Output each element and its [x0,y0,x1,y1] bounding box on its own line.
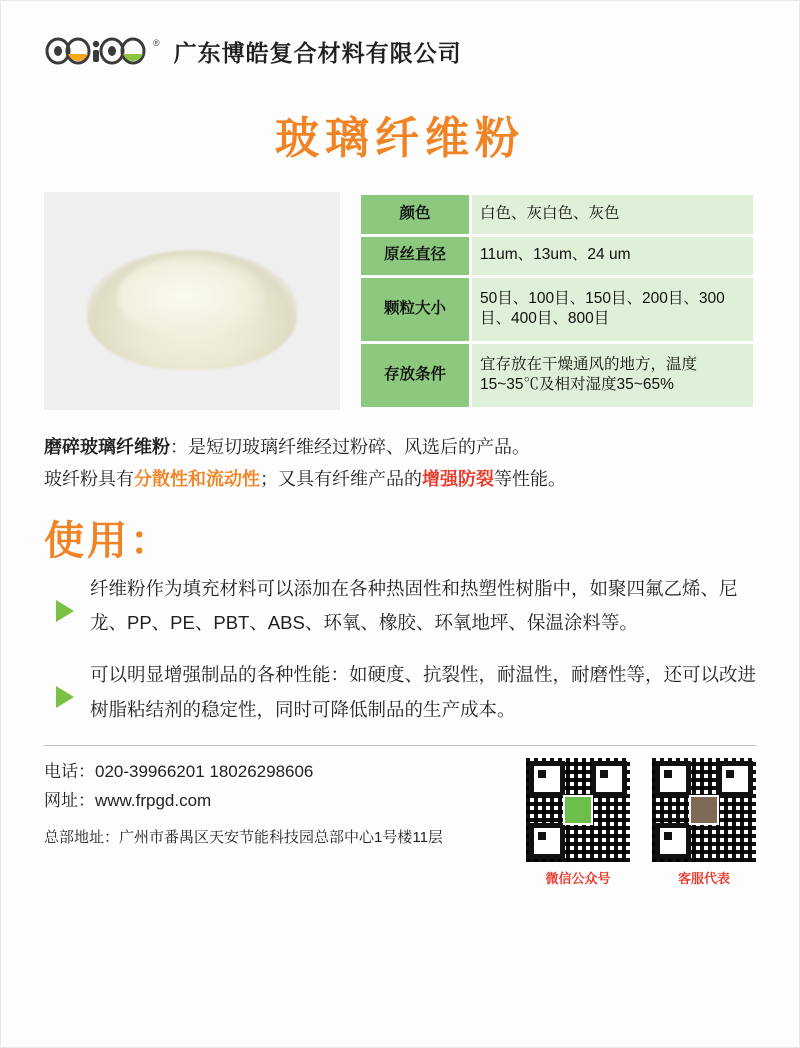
qr-finder-icon [591,761,627,797]
qr-caption: 客服代表 [677,870,730,886]
triangle-bullet-icon [56,600,74,622]
triangle-bullet-icon [56,686,74,708]
usage-text: 可以明显增强制品的各种性能：如硬度、抗裂性，耐温性，耐磨性等，还可以改进树脂粘结剂的稳定性，同时可降低制品的生产成本。 [90,664,757,720]
qr-code-icon[interactable] [526,758,630,862]
qr-wechat-official [526,758,630,887]
description-text-b: ；又具有纤维产品的 [260,468,422,489]
description-text-a: 玻纤粉具有 [44,468,134,489]
usage-list [44,572,756,727]
qr-center-logo-icon [563,795,593,825]
spec-value: 白色、灰白色、灰色 [472,195,753,234]
header [0,0,800,68]
table-row [361,195,753,234]
table-row [361,237,753,276]
description-text: ：是短切玻璃纤维经过粉碎、风选后的产品。 [170,437,530,457]
description-term: 磨碎玻璃纤维粉 [44,437,170,457]
spec-table [358,192,756,410]
qr-center-avatar-icon [689,795,719,825]
highlight-dispersion: 分散性和流动性 [134,468,260,489]
spec-value: 宜存放在干燥通风的地方，温度15~35℃及相对湿度35~65% [472,344,753,407]
phone-line: 电话：020-39966201 18026298606 [44,761,314,781]
usage-heading: 使用： [44,519,173,563]
spec-value: 50目、100目、150目、200目、300目、400目、800目 [472,278,753,341]
qr-finder-icon [717,761,753,797]
qr-finder-icon [529,823,565,859]
bohao-logo-icon [44,34,150,68]
spec-key: 原丝直径 [361,237,469,276]
usage-text: 纤维粉作为填充材料可以添加在各种热固性和热塑性树脂中，如聚四氟乙烯、尼龙、PP、PE、PBT、ABS、环氧、橡胶、环氧地坪、保温涂料等。 [90,578,738,634]
table-row [361,344,753,407]
table-row [361,278,753,341]
product-description [44,432,756,495]
highlight-reinforce: 增强防裂 [422,468,494,489]
qr-finder-icon [655,761,691,797]
qr-caption: 微信公众号 [545,870,611,886]
qr-code-icon[interactable] [652,758,756,862]
description-text-c: 等性能。 [494,468,566,489]
list-item [44,658,756,726]
qr-customer-service [652,758,756,887]
qr-finder-icon [655,823,691,859]
website-line[interactable]: 网址：www.frpgd.com [44,790,212,810]
contact-block [44,758,443,887]
product-section [44,192,756,410]
product-photo [44,192,340,410]
description-line-2 [44,464,756,496]
company-logo [44,34,160,68]
qr-finder-icon [529,761,565,797]
spec-key: 颜色 [361,195,469,234]
spec-key: 存放条件 [361,344,469,407]
spec-value: 11um、13um、24 um [472,237,753,276]
spec-key: 颗粒大小 [361,278,469,341]
powder-highlight-shape [117,254,267,340]
page-title: 玻璃纤维粉 [275,114,525,163]
list-item [44,572,756,640]
trademark-symbol: ® [153,38,160,48]
address-line: 总部地址：广州市番禺区天安节能科技园总部中心1号楼11层 [44,828,443,846]
footer [44,758,756,887]
qr-group [526,758,756,887]
footer-divider [44,745,756,746]
company-name: 广东博皓复合材料有限公司 [173,39,462,66]
description-line-1 [44,432,756,464]
